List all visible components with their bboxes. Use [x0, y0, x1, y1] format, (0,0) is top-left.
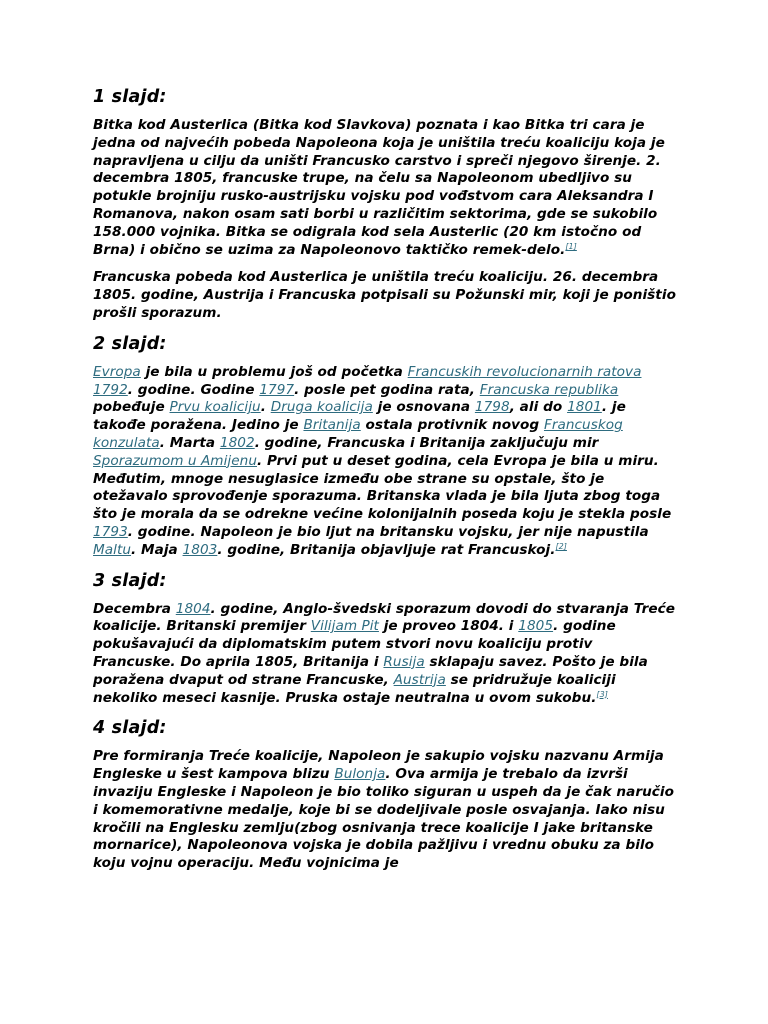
text-run: . [260, 399, 271, 416]
wiki-link[interactable]: 1801 [567, 399, 602, 416]
slide-1-heading: 1 slajd: [93, 87, 167, 107]
text-run: . Marta [159, 434, 220, 451]
wiki-link[interactable]: Maltu [93, 541, 132, 558]
slide-2-heading: 2 slajd: [93, 333, 167, 354]
text-run: , ali do [509, 399, 568, 416]
wiki-link[interactable]: Sporazumom u Amijenu [93, 452, 257, 469]
document-page [93, 86, 678, 883]
slide-4-heading: 4 slajd: [93, 718, 167, 739]
text-run: Decembra [93, 600, 176, 617]
text-run: je bila u problemu još od početka [140, 363, 408, 380]
wiki-link[interactable]: Austrija [393, 671, 446, 688]
text-run: . posle pet godina rata, [294, 381, 480, 398]
wiki-link[interactable]: Francuska republika [479, 381, 619, 398]
slide-3-paragraph [93, 601, 678, 708]
wiki-link[interactable]: Bulonja [334, 766, 386, 783]
wiki-link[interactable]: 1797 [259, 381, 295, 398]
text-run: . godine. Napoleon je bio ljut na britansku vojsku, jer nije napustila [127, 523, 649, 540]
text-run: Pre formiranja Treće koalicije, Napoleon je sakupio vojsku nazvanu Armija Engleske u šest kampova blizu [93, 748, 664, 783]
text-run: . je takođe poražena. Jedino je [93, 399, 626, 434]
slide-3-heading: 3 slajd: [93, 570, 167, 591]
wiki-link[interactable]: 1804 [175, 600, 211, 617]
wiki-link[interactable]: Francuskih revolucionarnih ratova [407, 363, 642, 380]
wiki-link[interactable]: 1792 [93, 381, 128, 398]
wiki-link[interactable]: Vilijam Pit [310, 618, 379, 635]
slide-2-paragraph [93, 364, 678, 560]
footnote-ref-1[interactable]: [1] [565, 241, 577, 251]
wiki-link[interactable]: 1802 [219, 434, 255, 451]
text-run: . godine. Godine [127, 381, 260, 398]
text-run: sklapaju savez. Pošto je bila poražena dvaput od strane Francuske, [93, 653, 648, 688]
text-run: se pridružuje koaliciji nekoliko meseci kasnije. Pruska ostaje neutralna u ovom sukobu. [93, 671, 616, 706]
slide-1-paragraph-1-text: Bitka kod Austerlica (Bitka kod Slavkova) poznata i kao Bitka tri cara je jedna od najvećih pobeda Napoleona koja je uništila treću koaliciju koja je napravljena u cilju da uništi Francusko carstvo i spreči njegovo širenje. 2. decembra 1805, francuske trupe, na čelu sa Napoleonom ubedljivo su potukle brojniju rusko-austrijsku vojsku pod vođstvom cara Aleksandra I Romanova, nakon osam sati borbi u različitim sektorima, gde se sukobilo 158.000 vojnika. Bitka se odigrala kod sela Austerlic (20 km istočno od Brna) i obično se uzima za Napoleonovo taktičko remek-delo. [93, 117, 665, 258]
slide-4-paragraph [93, 748, 678, 873]
wiki-link[interactable]: Druga koalicija [270, 399, 373, 416]
wiki-link[interactable]: 1803 [182, 541, 218, 558]
footnote-ref-3[interactable]: [3] [596, 689, 608, 699]
text-run: pobeđuje [93, 399, 170, 416]
wiki-link[interactable]: Francuskog konzulata [93, 417, 623, 451]
wiki-link[interactable]: Britanija [303, 417, 361, 434]
footnote-ref-2[interactable]: [2] [555, 541, 567, 551]
wiki-link[interactable]: Rusija [383, 653, 425, 670]
text-run: ostala protivnik novog [360, 417, 544, 434]
text-run: . godine pokušavajući da diplomatskim putem stvori novu koaliciju protiv Francuske. Do aprila 1805, Britanija i [93, 618, 616, 670]
slide-1-paragraph-1 [93, 117, 678, 259]
wiki-link[interactable]: 1805 [518, 618, 554, 635]
text-run: . Prvi put u deset godina, cela Evropa je bila u miru. Međutim, mnoge nesuglasice između obe strane su opstale, što je otežavalo sprovođenje sporazuma. Britanska vlada je bila ljuta zbog toga što je morala da se odrekne većine kolonijalnih poseda koju je stekla posle [93, 452, 672, 523]
wiki-link[interactable]: Evropa [93, 363, 141, 380]
slide-1-paragraph-2: Francuska pobeda kod Austerlica je uništila treću koaliciju. 26. decembra 1805. godine, Austrija i Francuska potpisali su Požunski mir, koji je poništio prošli sporazum. [93, 269, 676, 321]
wiki-link[interactable]: 1793 [93, 523, 128, 540]
text-run: je proveo 1804. i [378, 618, 519, 635]
wiki-link[interactable]: Prvu koaliciju [169, 399, 261, 416]
text-run: . Maja [131, 541, 183, 558]
text-run: . godine, Anglo-švedski sporazum dovodi do stvaranja Treće koalicije. Britanski premijer [93, 600, 676, 635]
wiki-link[interactable]: 1798 [474, 399, 510, 416]
text-run: . Ova armija je trebalo da izvrši invaziju Engleske i Napoleon je bio toliko siguran u uspeh da je čak naručio i komemorativne medalje, koje bi se dodeljivale posle osvajanja. Iako nisu kročili na Englesku zemlju(zbog osnivanja trece koalicije I jake britanske mornarice), Napoleonova vojska je dobila pažljivu i vrednu obuku za bilo koju vojnu operaciju. Među vojnicima je [93, 766, 675, 872]
text-run: . godine, Francuska i Britanija zaključuju mir [254, 434, 599, 451]
text-run: je osnovana [372, 399, 475, 416]
text-run: . godine, Britanija objavljuje rat Francuskoj. [217, 541, 556, 558]
